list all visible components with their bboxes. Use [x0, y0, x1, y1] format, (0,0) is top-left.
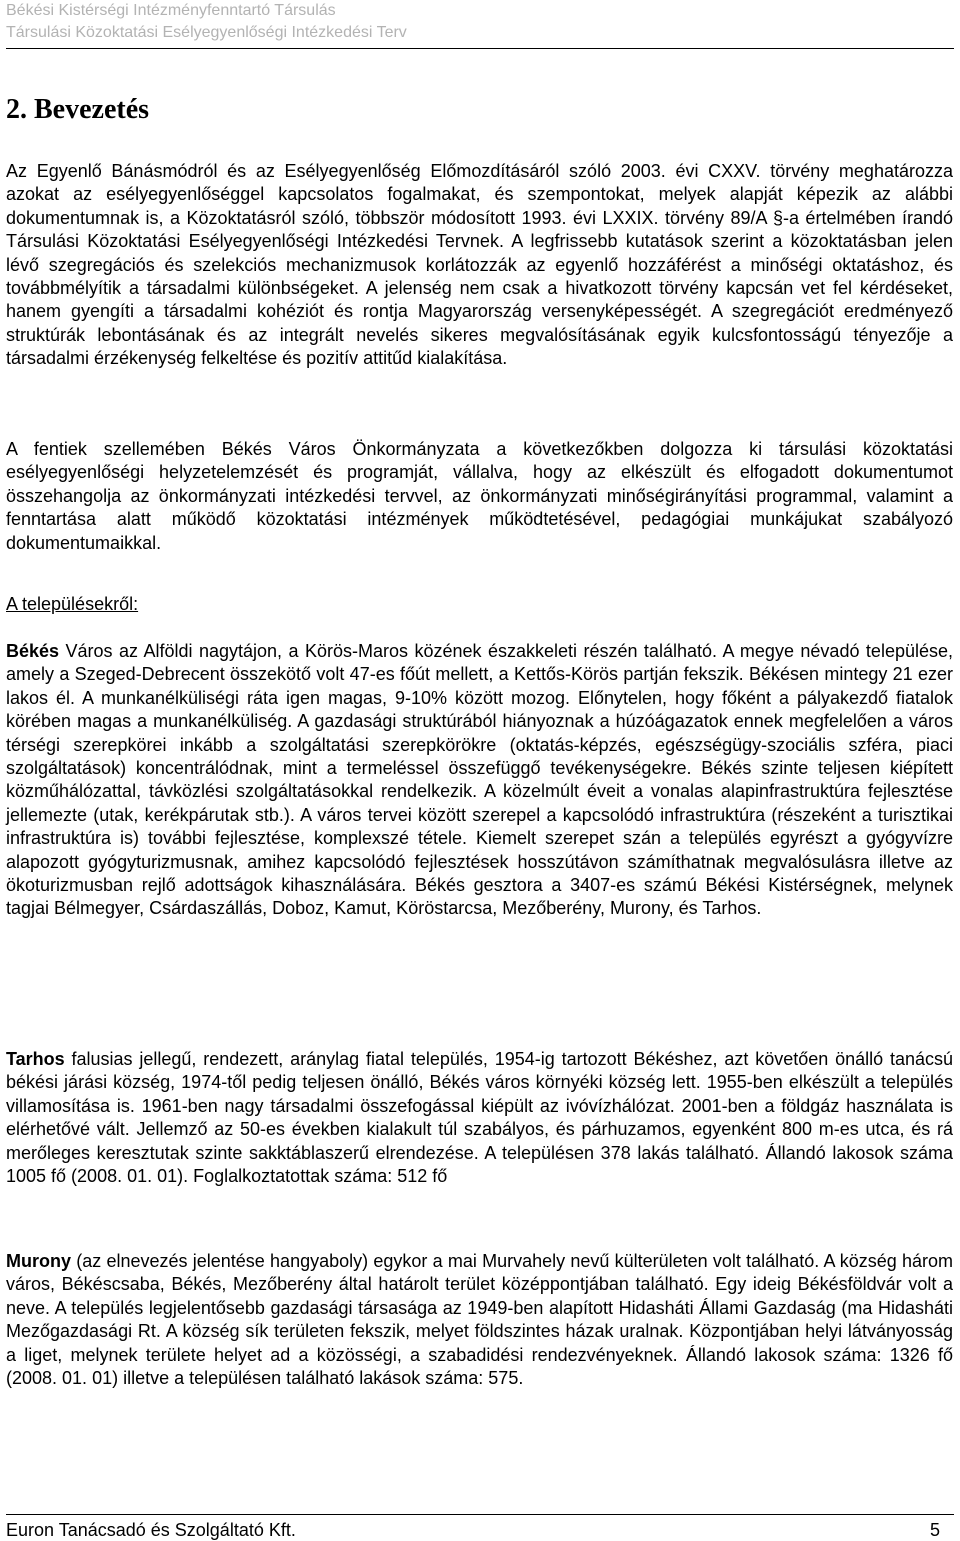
town-text-murony: (az elnevezés jelentése hangyaboly) egykor a mai Murvahely nevű külterületen volt található. A község három város, Békéscsaba, Békés, Mezőberény által határolt terület középpontjában található. Egy ideig Békésföldvár volt a neve. A település legjelentősebb gazdasági társasága az 1949-ben alapított Hidasháti Állami Gazdaság (ma Hidasháti Mezőgazdasági Rt. A község sík területen fekszik, melyet földszintes házak uralnak. Központjában helyi látványosság a liget, melynek területe helyet ad a közösségi, a szabadidési rendezvényeknek. Állandó lakosok száma: 1326 fő (2008. 01. 01) illetve a településen található lakások száma: 575.: [6, 1251, 953, 1389]
towns-subheading: A településekről:: [6, 594, 139, 614]
header-organization: Békési Kistérségi Intézményfenntartó Társulás: [6, 2, 336, 19]
spirit-paragraph: A fentiek szellemében Békés Város Önkormányzata a következőkben dolgozza ki társulási közoktatási esélyegyenlőségi helyzetelemzését és programját, vállalva, hogy az elkészült és elfogadott dokumentumot összehangolja az önkormányzati intézkedési tervvel, az önkormányzati minőségirányítási programmal, valamint a fenntartása alatt működő közoktatási intézmények működtetésével, pedagógiai munkájukat szabályozó dokumentumaikkal.: [6, 439, 953, 553]
footer-company: Euron Tanácsadó és Szolgáltató Kft.: [6, 1520, 296, 1540]
intro-paragraph: Az Egyenlő Bánásmódról és az Esélyegyenlőség Előmozdításáról szóló 2003. évi CXXV. törvény meghatározza azokat az esélyegyenlőséggel kapcsolatos fogalmakat, és szempontokat, melyek alapját képezik az alábbi dokumentumnak is, a Közoktatásról szóló, többször módosított 1993. évi LXXIX. törvény 89/A §-a értelmében írandó Társulási Közoktatási Esélyegyenlőségi Intézkedési Tervnek. A legfrissebb kutatások szerint a közoktatásban jelen lévő szegregációs és szelekciós mechanizmusok korlátozzák az egyenlő hozzáférést a minőségi oktatáshoz, és továbbmélyítik a társadalmi különbségeket. A jelenség nem csak a hivatkozott törvény kapcsán vet fel kérdéseket, hanem gyengíti a társadalmi kohéziót és rontja Magyarország versenyképességét. A szegregációt eredményező struktúrák lebontásának és az integrált nevelés sikeres megvalósításának egyik kulcsfontosságú tényezője a társadalmi érzékenység felkeltése és pozitív attitűd kialakítása.: [6, 161, 953, 369]
town-murony-paragraph: [6, 1250, 953, 1390]
page-footer: [6, 1514, 954, 1541]
page-header: [6, 0, 954, 49]
page-number: 5: [929, 1520, 940, 1540]
header-document-title: Társulási Közoktatási Esélyegyenlőségi Intézkedési Terv: [6, 24, 407, 41]
town-text-tarhos: falusias jellegű, rendezett, aránylag fiatal település, 1954-ig tartozott Békéshez, azt követően önálló tanácsú békési járási község, 1974-től pedig teljesen önálló, Békés város környéki község lett. 1955-ben elkészült a település villamosítása is. 1961-ben nagy társadalmi összefogással kiépült az ivóvízhálózat. 2001-ben a földgáz használata is elérhetővé vált. Jellemző az 50-es években kialakult túl szabályos, és párhuzamos, egyenként 800 m-es utca, és rá merőleges keresztutak szinte sakktáblaszerű elrendezése. A településen 378 lakás található. Állandó lakosok száma 1005 fő (2008. 01. 01). Foglalkoztatottak száma: 512 fő: [6, 1049, 953, 1187]
town-tarhos-paragraph: [6, 1048, 953, 1188]
town-name-murony: Murony: [6, 1251, 71, 1271]
town-bekes-paragraph: [6, 640, 953, 921]
town-name-bekes: Békés: [6, 641, 60, 661]
section-title: 2. Bevezetés: [6, 94, 150, 125]
town-text-bekes: Város az Alföldi nagytájon, a Körös-Maros közének északkeleti részén található. A megye névadó települése, amely a Szeged-Debrecent összekötő volt 47-es főút mellett, a Kettős-Körös partján fekszik. Békésen mintegy 21 ezer lakos él. A munkanélküliségi ráta igen magas, 9-10% között mozog. Előnytelen, hogy főként a pályakezdő fiatalok körében magas a munkanélküliség. A gazdasági struktúrából hiányoznak a húzóágazatok ennek megfelelően a város térségi szerepkörei inkább a szolgáltatási szerepkörökre (oktatás-képzés, egészségügy-szociális szféra, piaci szolgáltatások) koncentrálódnak, mint a termeléssel összefüggő tevékenységekre. Békés szinte teljesen kiépített közműhálózattal, távközlési szolgáltatásokkal rendelkezik. A közelmúlt éveit a vonalas alapinfrastruktúra fejlesztése jellemezte (utak, kerékpárutak stb.). A város tervei között szerepel a kapcsolódó infrastruktúra (részeként a turisztikai infrastruktúra is) további fejlesztése, komplexszé tétele. Kiemelt szerepet szán a település egyrészt a gyógyvízre alapozott gyógyturizmusnak, amihez kapcsolódó fejlesztések hosszútávon számíthatnak megvalósulásra illetve az ökoturizmusban rejlő adottságok kihasználására. Békés gesztora a 3407-es számú Békési Kistérségnek, melynek tagjai Bélmegyer, Csárdaszállás, Doboz, Kamut, Köröstarcsa, Mezőberény, Murony, és Tarhos.: [6, 641, 953, 919]
town-name-tarhos: Tarhos: [6, 1049, 65, 1069]
